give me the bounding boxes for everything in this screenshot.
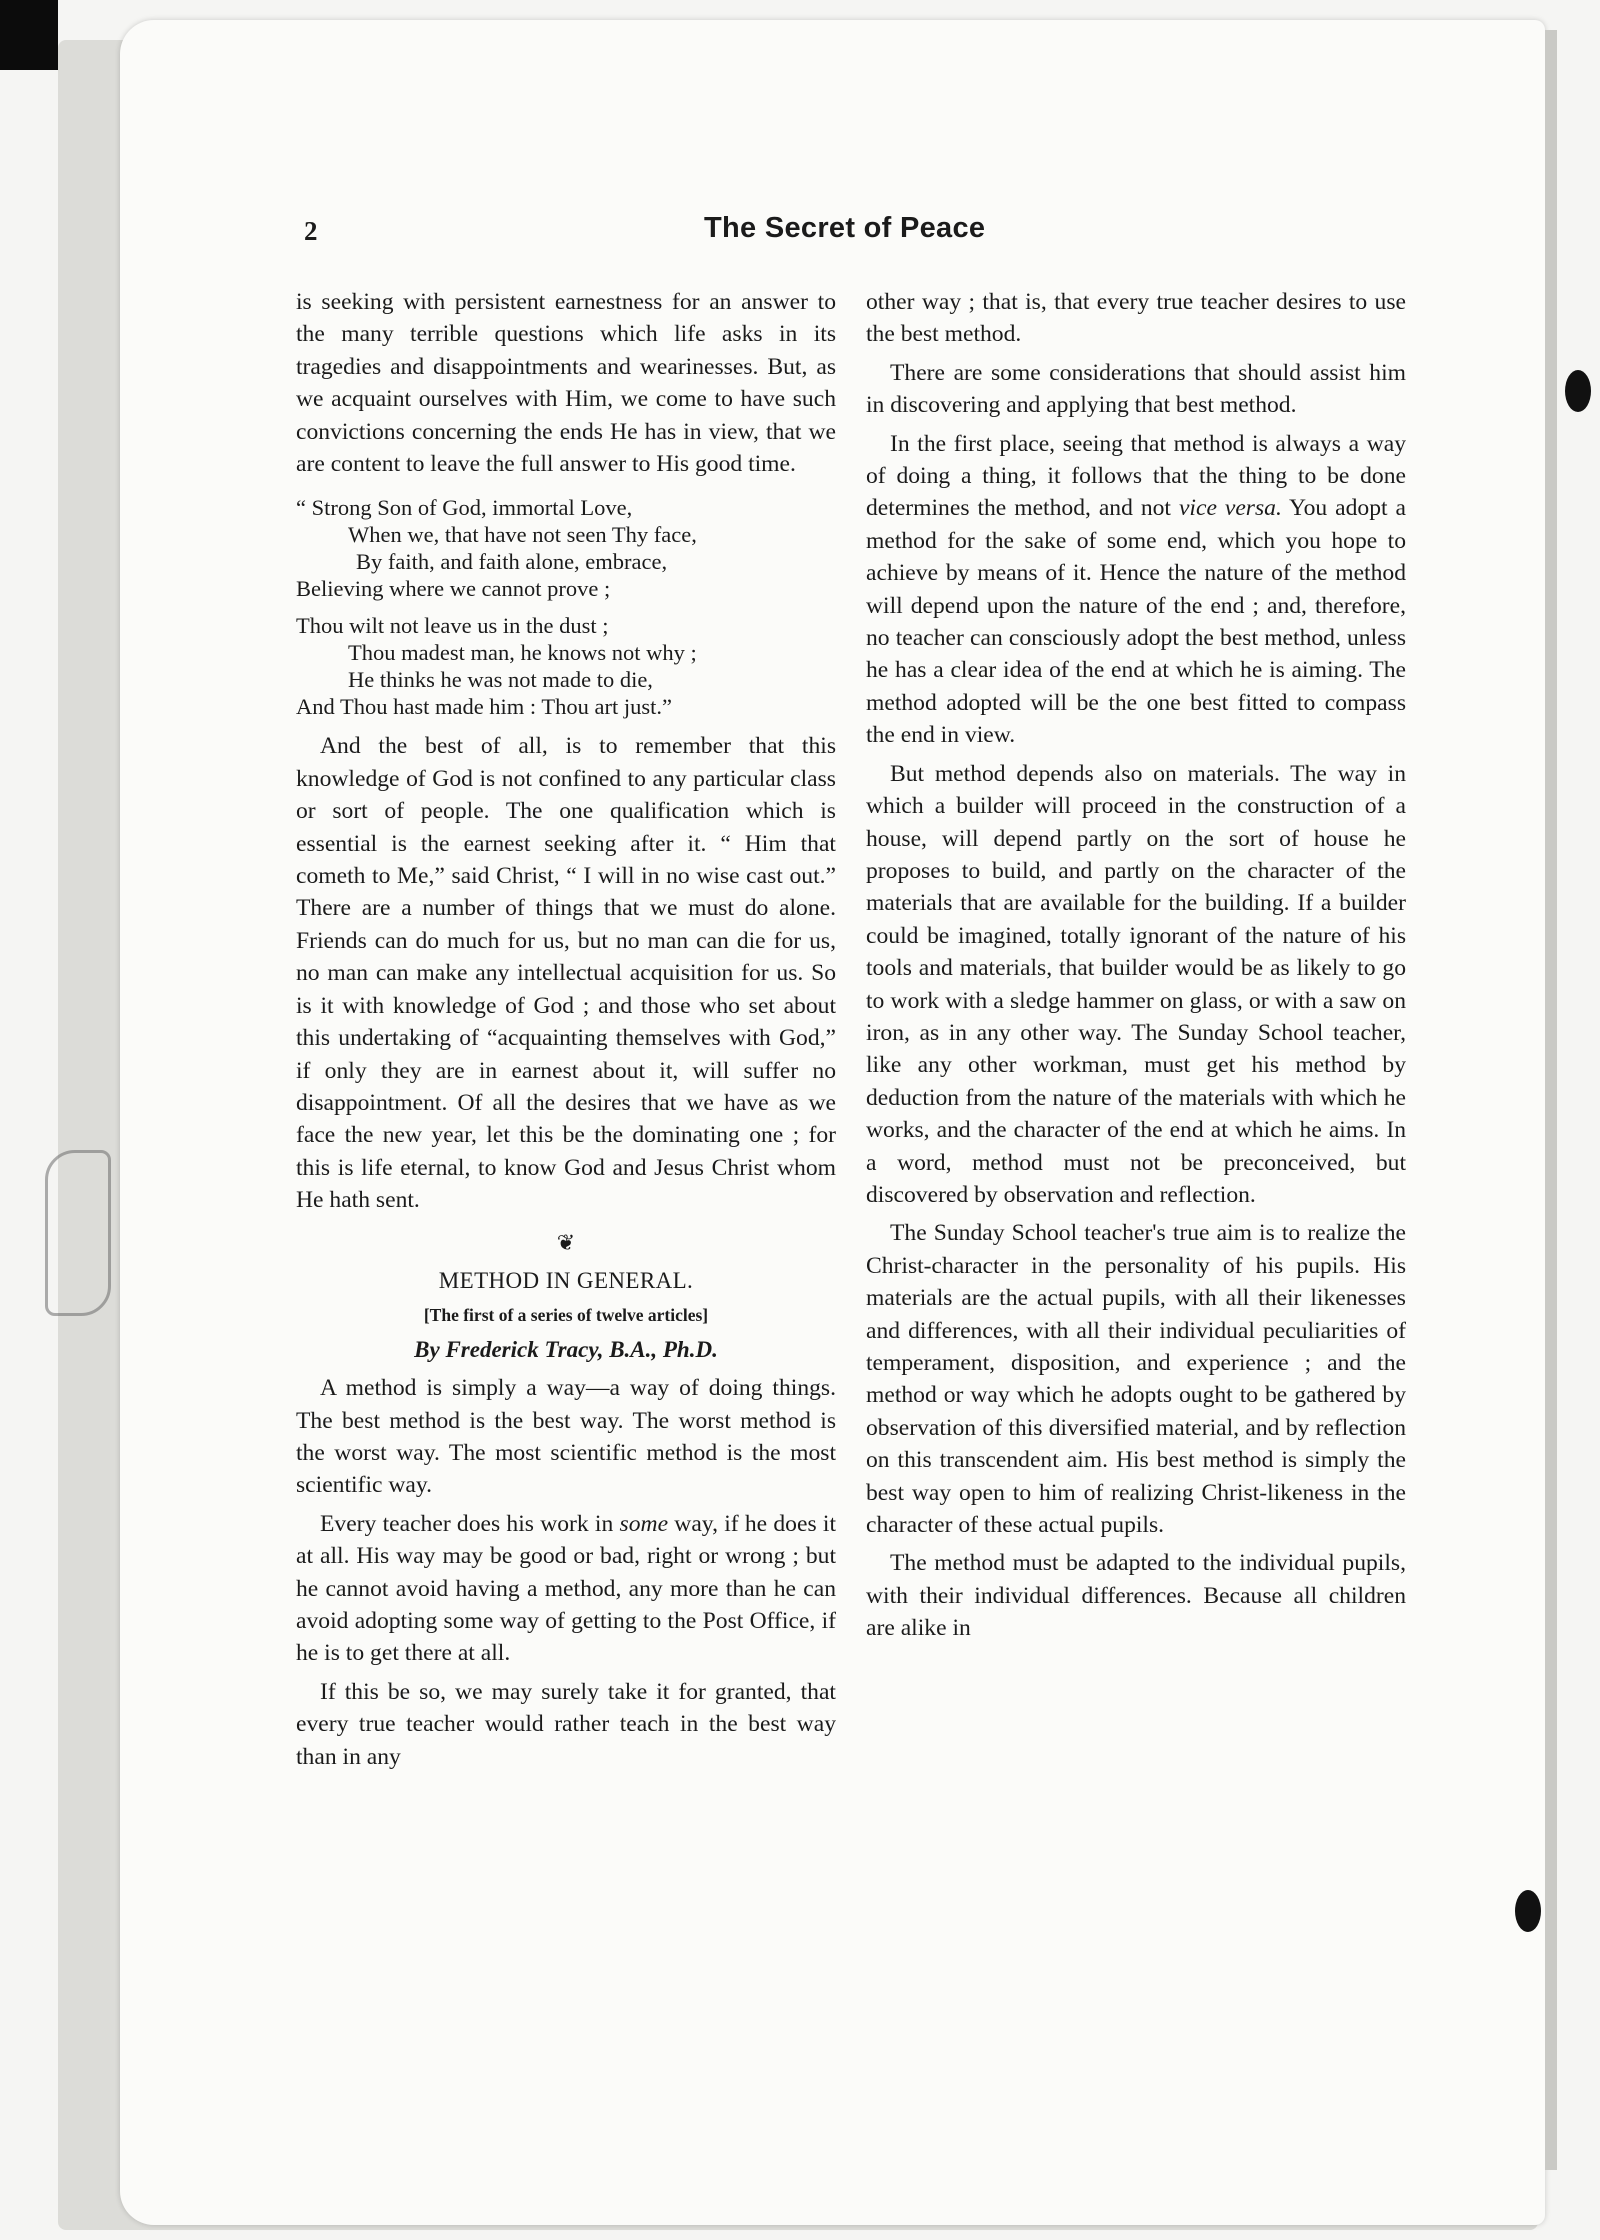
paragraph [296,1508,836,1670]
poem-line: And Thou hast made him : Thou art just.” [296,694,672,720]
paragraph [866,428,1406,752]
article-series-note: [The first of a series of twelve articles] [423,1305,709,1326]
article-title: METHOD IN GENERAL. [438,1267,694,1293]
scanner-black-edge [0,0,58,70]
right-column [866,286,1406,1651]
paragraph: The method must be adapted to the individual pupils, with their individual differences. Because all children are alike in [866,1550,1406,1642]
paragraph: The Sunday School teacher's true aim is to realize the Christ-character in the personality of his pupils. His materials are the actual pupils, with all their likenesses and differences, with all their individual peculiarities of temperament, disposition, and experience ; and the method or way which he adopts ought to be gathered by observation of this diversified material, and by reflection on this transcendent aim. His best method is simply the best way open to him of realizing Christ-likeness in the character of these actual pupils. [866,1220,1406,1539]
poem-quote [296,494,836,720]
text-run: You adopt a method for the sake of some end, which you hope to achieve by means of it. Hence the nature of the method will depend upon the nature of the end ; and, therefore, no teacher can consciously adopt the best method, unless he has a clear idea of the end at which he is aiming. The method adopted will be the one best fitted to compass the end in view. [866,495,1407,749]
poem-line: Thou wilt not leave us in the dust ; [296,613,609,639]
pen-mark [45,1150,111,1316]
poem-line: He thinks he was not made to die, [348,667,653,693]
paragraph: And the best of all, is to remember that this knowledge of God is not confined to any particular class or sort of people. The one qualification which is essential is the earnest seeking after it. “ Him that cometh to Me,” said Christ, “ I will in no wise cast out.” There are a number of things that we must do alone. Friends can do much for us, but no man can die for us, no man can make any intellectual acquisition for us. So is it with knowledge of God ; and those who set about this undertaking of “acquainting themselves with God,” if only they are in earnest about it, will suffer no disappointment. Of all the desires that we have as we face the new year, let this be the dominating one ; for this is life eternal, to know God and Jesus Christ whom He hath sent. [296,733,836,1214]
poem-line: When we, that have not seen Thy face, [348,522,697,548]
poem-line: Thou madest man, he knows not why ; [348,640,697,666]
paragraph: But method depends also on materials. The way in which a builder will proceed in the construction of a house, will depend partly on the sort of house he proposes to build, and partly on the character of the materials that are available for the building. If a builder could be imagined, totally ignorant of the nature of his tools and materials, that builder would be as likely to go to work with a sledge hammer on glass, or with a saw on iron, as in any other way. The Sunday School teacher, like any other workman, must get his method by deduction from the nature of the materials with which he works, and the character of the end at which he aims. In a word, method must not be preconceived, but discovered by observation and reflection. [866,760,1406,1208]
paragraph: A method is simply a way—a way of doing things. The best method is the best way. The worst method is the worst way. The most scientific method is the most scientific way. [296,1375,836,1499]
running-head [296,212,1408,252]
ornament-icon: ❦ [556,1229,576,1255]
poem-line: Believing where we cannot prove ; [296,576,611,602]
left-column [296,286,836,1779]
paragraph: other way ; that is, that every true teacher desires to use the best method. [866,289,1406,348]
emphasis: vice versa. [1178,495,1282,522]
paragraph: If this be so, we may surely take it for granted, that every true teacher would rather teach in the best way than in any [296,1678,836,1770]
text-run: In the first place, seeing that method is always a way of doing a thing, it follows that the thing to be done determines the method, and not [866,430,1406,522]
emphasis: some [619,1510,669,1537]
page-right-edge [1545,30,1557,2170]
binding-hole-bottom [1515,1890,1541,1932]
text-run: way, if he does it at all. His way may be good or bad, right or wrong ; but he cannot avoid having a method, any more than he can avoid adopting some way of getting to the Post Office, if he is to get there at all. [296,1510,836,1667]
page-number: 2 [304,216,318,246]
page-title: The Secret of Peace [704,212,986,244]
binding-hole-top [1565,370,1591,412]
paragraph: is seeking with persistent earnestness for an answer to the many terrible questions which life asks in its tragedies and disappointments and wearinesses. But, as we acquaint ourselves with Him, we come to have such convictions concerning the ends He has in view, that we are content to leave the full answer to His good time. [296,289,836,478]
poem-line: By faith, and faith alone, embrace, [356,549,668,575]
poem-line: “ Strong Son of God, immortal Love, [296,495,633,521]
text-run: Every teacher does his work in [320,1510,614,1537]
article-byline: By Frederick Tracy, B.A., Ph.D. [414,1336,718,1362]
paragraph: There are some considerations that should assist him in discovering and applying that best method. [866,359,1406,419]
